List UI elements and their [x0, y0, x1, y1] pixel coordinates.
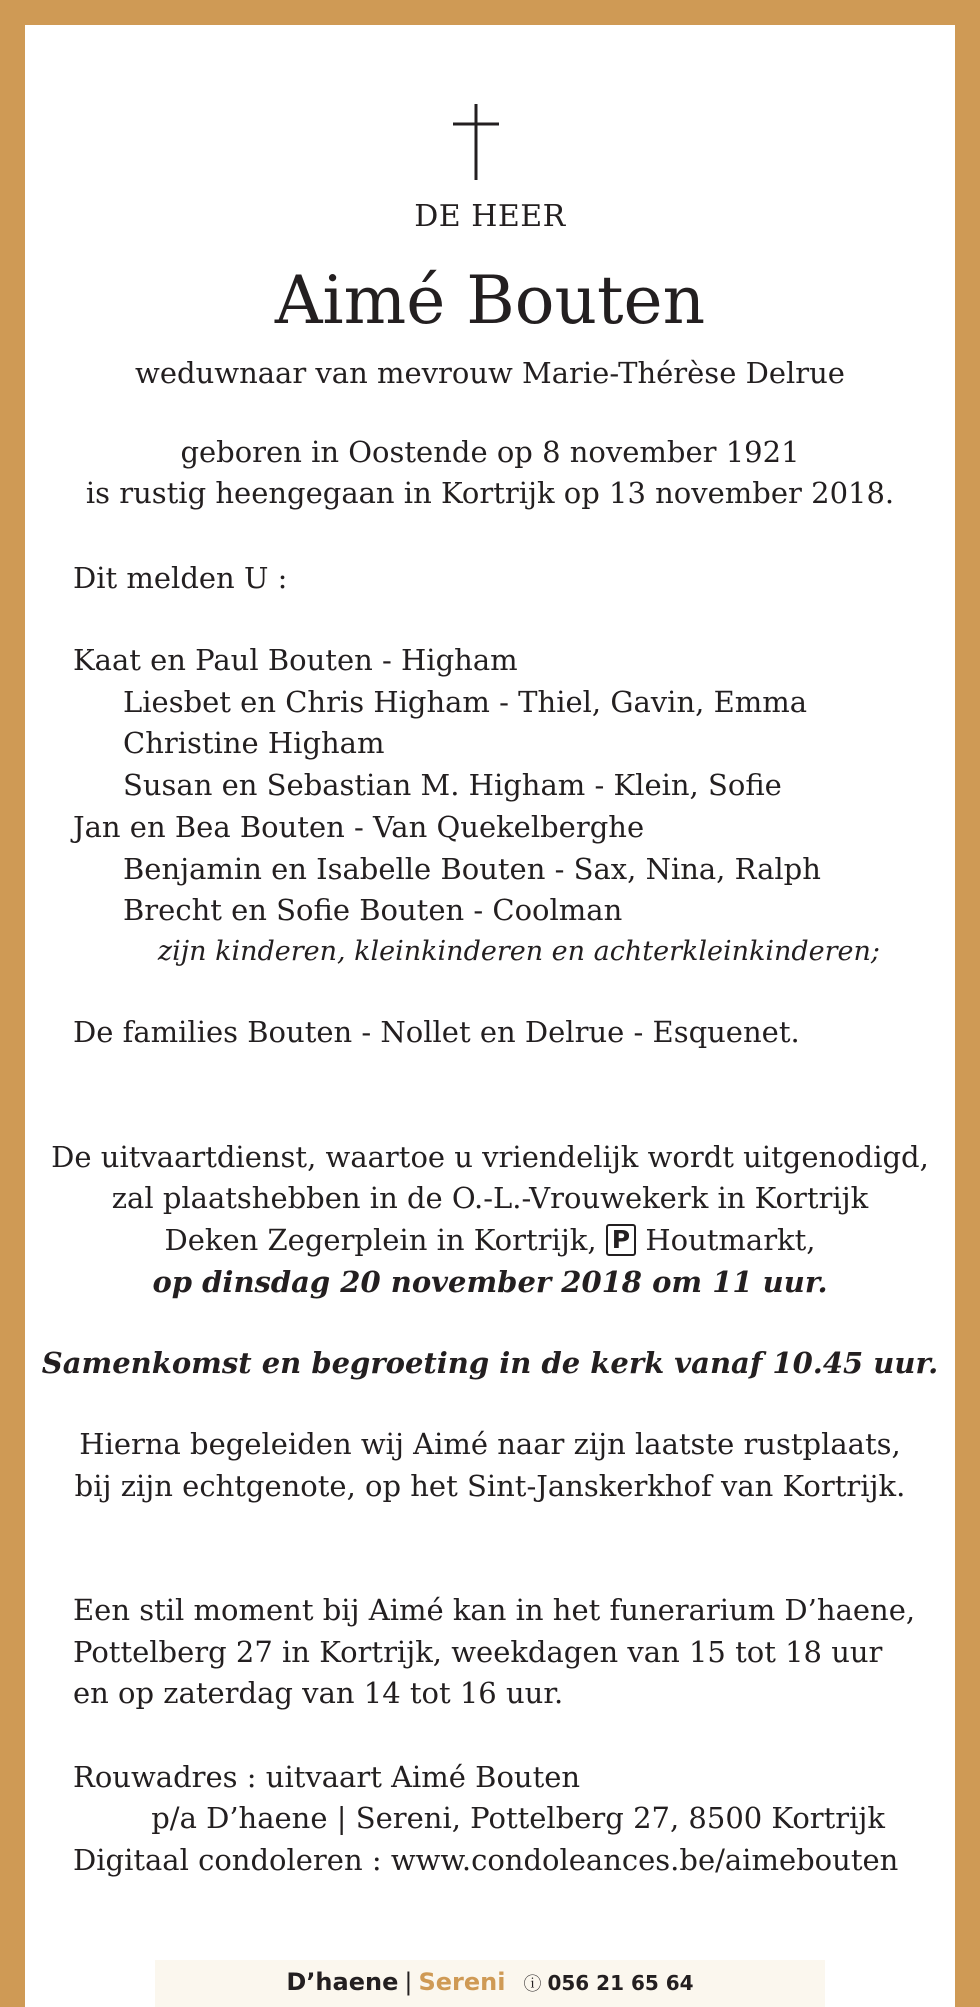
- brand-sub-name: Sereni: [418, 1968, 506, 1996]
- service-line-2: zal plaatshebben in de O.-L.-Vrouwekerk in Kortrijk: [111, 1181, 869, 1215]
- parking-location: Houtmarkt,: [645, 1223, 816, 1257]
- parking-icon: P: [606, 1224, 636, 1256]
- brand-separator: |: [404, 1968, 413, 1996]
- mourning-address-2: p/a D’haene | Sereni, Pottelberg 27, 8500 Kortrijk: [151, 1801, 885, 1835]
- service-datetime: op dinsdag 20 november 2018 om 11 uur.: [152, 1265, 828, 1299]
- service-line-3: [0, 1222, 980, 1258]
- phone-icon: ⓘ: [523, 1974, 542, 1995]
- title-prefix: DE HEER: [414, 199, 566, 234]
- death-line: is rustig heengegaan in Kortrijk op 13 november 2018.: [85, 476, 895, 510]
- condolence-link[interactable]: Digitaal condoleren : www.condoleances.be/aimebouten: [73, 1843, 899, 1877]
- phone-number[interactable]: 056 21 65 64: [547, 1971, 694, 1995]
- brand-name: D’haene: [286, 1968, 399, 1996]
- family-line: Susan en Sebastian M. Higham - Klein, Sofie: [123, 768, 782, 802]
- family-line: Jan en Bea Bouten - Van Quekelberghe: [73, 810, 645, 844]
- family-line: Brecht en Sofie Bouten - Coolman: [123, 893, 623, 927]
- relation-text: zijn kinderen, kleinkinderen en achterkleinkinderen;: [157, 936, 880, 967]
- visit-line-2: Pottelberg 27 in Kortrijk, weekdagen van 15 tot 18 uur: [73, 1635, 883, 1669]
- service-line-1: De uitvaartdienst, waartoe u vriendelijk wordt uitgenodigd,: [51, 1140, 929, 1174]
- widow-of: weduwnaar van mevrouw Marie-Thérèse Delrue: [135, 356, 845, 390]
- cross-icon: [451, 104, 501, 180]
- gathering-text: Samenkomst en begroeting in de kerk vanaf 10.45 uur.: [41, 1346, 939, 1380]
- birth-line: geboren in Oostende op 8 november 1921: [180, 435, 800, 469]
- service-location: Deken Zegerplein in Kortrijk,: [164, 1223, 597, 1257]
- family-line: Kaat en Paul Bouten - Higham: [73, 643, 518, 677]
- family-line: Liesbet en Chris Higham - Thiel, Gavin, Emma: [123, 685, 808, 719]
- funeral-home-footer: [0, 1966, 980, 2001]
- burial-line-1: Hierna begeleiden wij Aimé naar zijn laatste rustplaats,: [79, 1427, 901, 1461]
- family-line: Christine Higham: [123, 726, 385, 760]
- intro-text: Dit melden U :: [73, 561, 288, 595]
- deceased-name: Aimé Bouten: [274, 262, 706, 339]
- families-text: De families Bouten - Nollet en Delrue - Esquenet.: [73, 1015, 800, 1049]
- burial-line-2: bij zijn echtgenote, op het Sint-Janskerkhof van Kortrijk.: [74, 1469, 906, 1503]
- mourning-address-1: Rouwadres : uitvaart Aimé Bouten: [73, 1760, 581, 1794]
- family-line: Benjamin en Isabelle Bouten - Sax, Nina, Ralph: [123, 852, 821, 886]
- visit-line-1: Een stil moment bij Aimé kan in het funerarium D’haene,: [73, 1593, 916, 1627]
- visit-line-3: en op zaterdag van 14 tot 16 uur.: [73, 1676, 564, 1710]
